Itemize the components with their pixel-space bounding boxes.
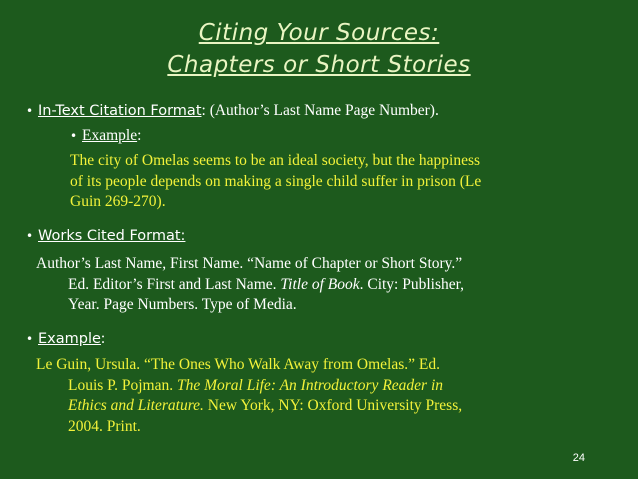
example-label: Example [38, 331, 101, 347]
works-cited-bullet [26, 226, 185, 246]
in-text-label: In-Text Citation Format [38, 103, 202, 119]
bullet-dot-icon: • [26, 104, 34, 118]
slide-title-line-1: Citing Your Sources: [198, 20, 440, 46]
example-colon: : [100, 330, 106, 347]
in-text-example-line: Guin 269-270). [70, 193, 166, 210]
sub-bullet-dot-icon: • [70, 129, 78, 143]
example-line-4: 2004. Print. [68, 417, 141, 435]
page-number: 24 [572, 452, 585, 464]
example-sub-colon: : [137, 127, 142, 144]
in-text-bullet [26, 101, 439, 121]
works-cited-format-text [36, 254, 464, 316]
in-text-example-text [70, 151, 481, 213]
example-line-2: Louis P. Pojman. The Moral Life: An Introductory Reader in [68, 376, 444, 394]
in-text-format: : (Author’s Last Name Page Number). [201, 102, 439, 119]
in-text-example-line: The city of Omelas seems to be an ideal society, but the happiness [70, 152, 481, 169]
example-sub-label: Example [82, 127, 138, 144]
example-line-3: Ethics and Literature. New York, NY: Oxford University Press, [68, 397, 463, 414]
works-cited-line-2: Ed. Editor’s First and Last Name. Title of Book. City: Publisher, [68, 275, 465, 293]
in-text-example-line: of its people depends on making a single child suffer in prison (Le [70, 172, 482, 190]
example-bullet [26, 329, 105, 349]
bullet-dot-icon: • [26, 229, 34, 243]
book-title-part-2: Ethics and Literature. [68, 397, 204, 414]
works-cited-label: Works Cited Format: [38, 228, 186, 244]
title-of-book: Title of Book [280, 275, 360, 293]
example-line-1: Le Guin, Ursula. “The Ones Who Walk Away from Omelas.” Ed. [36, 356, 440, 373]
works-cited-line-3: Year. Page Numbers. Type of Media. [68, 296, 297, 313]
slide-title-line-2: Chapters or Short Stories [167, 52, 471, 78]
example-citation-text [36, 355, 462, 437]
book-title-part-1: The Moral Life: An Introductory Reader in [176, 376, 444, 394]
works-cited-line-1: Author’s Last Name, First Name. “Name of Chapter or Short Story.” [36, 255, 463, 272]
example-sub-bullet [70, 126, 141, 146]
bullet-dot-icon: • [26, 332, 34, 346]
